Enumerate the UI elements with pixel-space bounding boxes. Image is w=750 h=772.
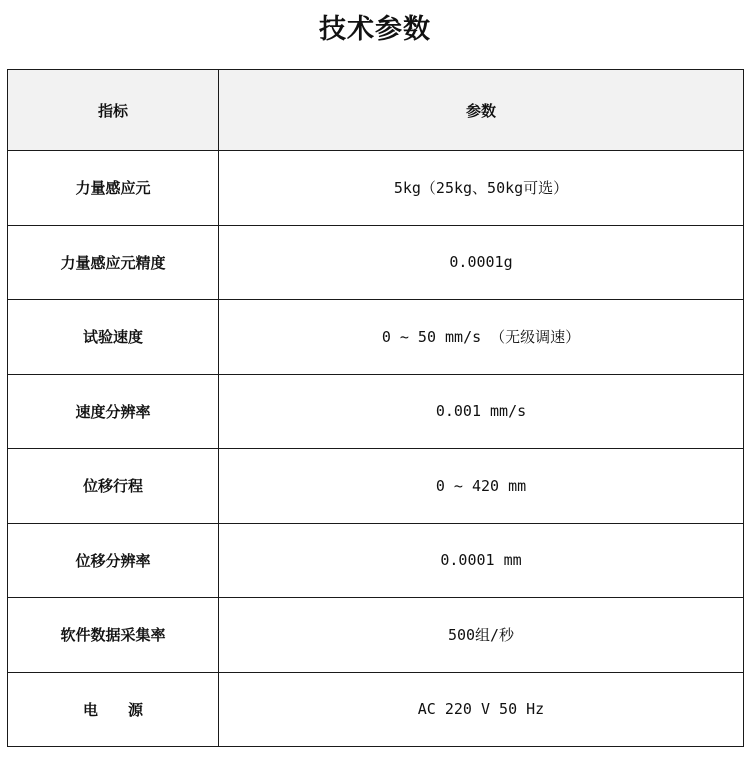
row-value: 0 ~ 50 mm/s （无级调速） <box>219 300 744 375</box>
row-name: 软件数据采集率 <box>8 598 219 673</box>
row-name: 试验速度 <box>8 300 219 375</box>
row-value: 500组/秒 <box>219 598 744 673</box>
row-name: 位移分辨率 <box>8 523 219 598</box>
row-name: 电 源 <box>8 672 219 747</box>
table-row <box>8 151 744 226</box>
table-row <box>8 598 744 673</box>
table-row <box>8 225 744 300</box>
header-indicator: 指标 <box>8 70 219 151</box>
row-value: 0.001 mm/s <box>219 374 744 449</box>
row-value: 0 ~ 420 mm <box>219 449 744 524</box>
row-value: 5kg（25kg、50kg可选） <box>219 151 744 226</box>
page-title: 技术参数 <box>319 14 431 45</box>
row-value: AC 220 V 50 Hz <box>219 672 744 747</box>
row-name: 力量感应元精度 <box>8 225 219 300</box>
table-header-row <box>8 70 744 151</box>
spec-table <box>7 69 744 747</box>
table-row <box>8 300 744 375</box>
row-name: 速度分辨率 <box>8 374 219 449</box>
row-name: 力量感应元 <box>8 151 219 226</box>
row-value: 0.0001 mm <box>219 523 744 598</box>
row-value: 0.0001g <box>219 225 744 300</box>
table-row <box>8 672 744 747</box>
table-row <box>8 374 744 449</box>
row-name: 位移行程 <box>8 449 219 524</box>
table-row <box>8 449 744 524</box>
table-row <box>8 523 744 598</box>
header-parameter: 参数 <box>219 70 744 151</box>
